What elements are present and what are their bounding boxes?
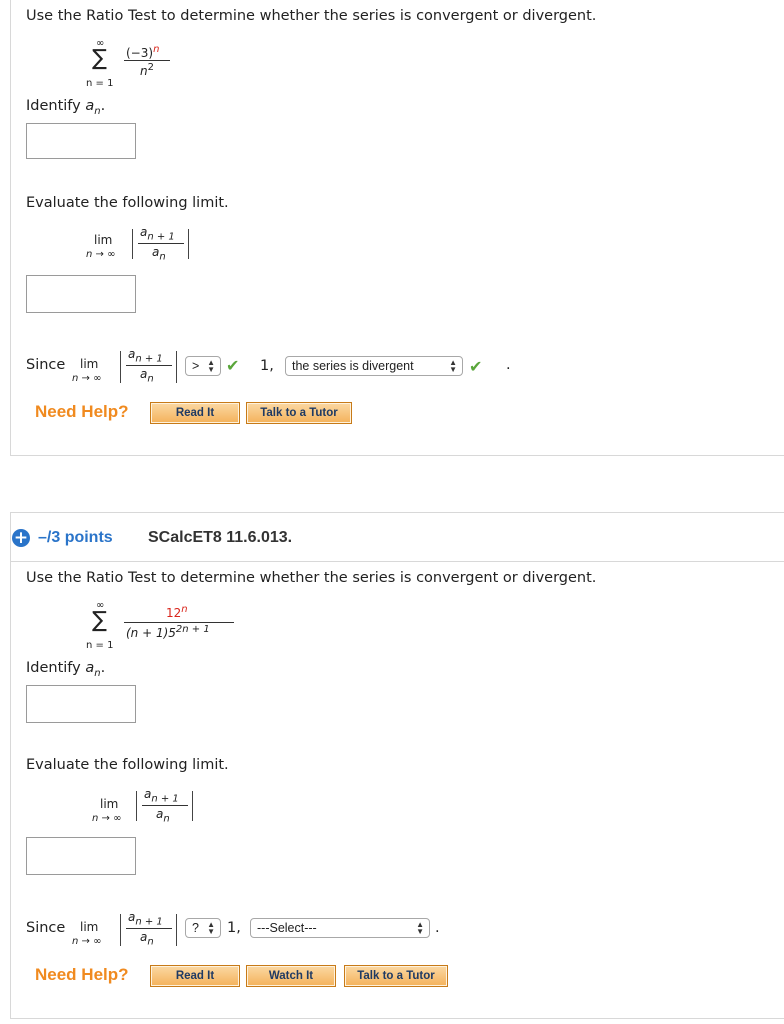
- q1-an-input[interactable]: [26, 123, 136, 159]
- q2-numerator-exp: n: [181, 604, 188, 615]
- q1-abs-bar-right: [188, 229, 189, 259]
- q1-identify-period: .: [100, 98, 106, 114]
- q1-since-num-a: a: [128, 347, 136, 361]
- q1-since-limit: [72, 345, 182, 389]
- q2-limit-numerator: [144, 787, 179, 804]
- updown-arrows-icon: ▲ ▼: [207, 358, 215, 374]
- q2-threshold: 1,: [227, 920, 241, 936]
- q2-question-id: SCalcET8 11.6.013.: [148, 529, 293, 546]
- q2-n-to-inf: n → ∞: [92, 813, 122, 824]
- q2-need-help: Need Help?: [35, 965, 129, 984]
- q2-identify-label: [26, 660, 105, 679]
- q1-since-n-to-inf: n → ∞: [72, 373, 102, 384]
- q1-threshold: 1,: [260, 358, 274, 374]
- q2-since-label: Since: [26, 920, 66, 936]
- q2-since-denominator: [140, 930, 154, 947]
- q2-since-den-a: a: [140, 930, 148, 944]
- q1-identify-text: Identify: [26, 98, 81, 114]
- q2-lim-num-a: a: [144, 787, 152, 801]
- q1-since-bar-left: [120, 351, 121, 383]
- q1-limit-input[interactable]: [26, 275, 136, 313]
- q2-top-divider: [10, 512, 784, 513]
- q1-limit-expression: [86, 225, 206, 265]
- q1-identify-var: a: [85, 98, 95, 114]
- q2-since-den-sub: n: [147, 936, 154, 948]
- q1-denominator: [140, 62, 154, 78]
- q2-denominator-base: (n + 1)5: [126, 626, 176, 640]
- q2-conclusion-select[interactable]: [250, 918, 430, 938]
- q1-since-denominator: [140, 367, 154, 384]
- q2-since-bar-right: [176, 914, 177, 946]
- q2-comparison-value: ?: [192, 921, 199, 935]
- q1-since-label: Since: [26, 357, 66, 373]
- q2-since-num-sub: n + 1: [135, 916, 163, 928]
- q1-sum-upper: ∞: [96, 38, 105, 49]
- q2-identify-period: .: [100, 660, 106, 676]
- q2-abs-bar-right: [192, 791, 193, 821]
- q2-limit-frac-bar: [142, 805, 188, 806]
- q2-limit-denominator: [156, 807, 170, 824]
- q2-lim-text: lim: [100, 797, 119, 811]
- q2-fraction-bar: [124, 622, 234, 623]
- q2-conclusion-value: ---Select---: [257, 921, 317, 935]
- q2-since-limit: [72, 908, 182, 952]
- q2-instruction: Use the Ratio Test to determine whether the series is convergent or divergent.: [26, 570, 597, 586]
- q1-numerator-base: (−3): [126, 46, 154, 60]
- q1-conclusion-select[interactable]: [285, 356, 463, 376]
- q1-fraction-bar: [124, 60, 170, 61]
- updown-arrows-icon: ▲ ▼: [207, 920, 215, 936]
- check-icon: ✔: [226, 356, 240, 375]
- q2-since-num-a: a: [128, 910, 136, 924]
- q1-limit-denominator: [152, 245, 166, 262]
- q2-limit-expression: [90, 787, 210, 827]
- q1-since-den-sub: n: [147, 373, 154, 385]
- q1-identify-label: [26, 98, 105, 117]
- q2-read-it-button[interactable]: Read It: [150, 965, 240, 987]
- q1-lim-den-a: a: [152, 245, 160, 259]
- sigma-symbol: ∑: [92, 46, 107, 71]
- q2-watch-it-button[interactable]: Watch It: [246, 965, 336, 987]
- q2-since-n-to-inf: n → ∞: [72, 936, 102, 947]
- q1-comparison-value: >: [192, 359, 200, 373]
- q1-denominator-base: n: [140, 64, 148, 78]
- q1-abs-bar-left: [132, 229, 133, 259]
- q1-denominator-exp: 2: [147, 62, 154, 73]
- q2-talk-to-tutor-button[interactable]: Talk to a Tutor: [344, 965, 448, 987]
- q1-identify-sub: n: [94, 105, 101, 117]
- q1-since-num-sub: n + 1: [135, 353, 163, 365]
- q1-n-to-inf: n → ∞: [86, 249, 116, 260]
- q1-evaluate-label: Evaluate the following limit.: [26, 195, 229, 211]
- q1-instruction: Use the Ratio Test to determine whether the series is convergent or divergent.: [26, 8, 597, 24]
- q2-limit-input[interactable]: [26, 837, 136, 875]
- q1-since-lim: lim: [80, 357, 99, 371]
- q2-header-divider: [10, 561, 784, 562]
- check-icon: ✔: [469, 357, 483, 376]
- q1-numerator: [126, 44, 159, 60]
- q1-bottom-divider: [10, 455, 784, 456]
- q2-since-bar-left: [120, 914, 121, 946]
- sigma-symbol: ∑: [92, 608, 107, 633]
- q2-denominator: [126, 624, 210, 640]
- q1-comparison-select[interactable]: [185, 356, 221, 376]
- q2-numerator-base: 12: [166, 606, 182, 620]
- q2-evaluate-label: Evaluate the following limit.: [26, 757, 229, 773]
- q2-identify-sub: n: [94, 667, 101, 679]
- q2-since-numerator: [128, 910, 163, 927]
- plus-circle-icon[interactable]: +: [13, 527, 29, 548]
- q1-lim-num-sub: n + 1: [147, 231, 175, 243]
- q2-an-input[interactable]: [26, 685, 136, 723]
- q1-since-bar-right: [176, 351, 177, 383]
- q2-comparison-select[interactable]: [185, 918, 221, 938]
- updown-arrows-icon: ▲ ▼: [416, 920, 424, 936]
- q2-end-period: .: [435, 920, 440, 936]
- q1-lim-num-a: a: [140, 225, 148, 239]
- q2-denominator-exp: 2n + 1: [175, 624, 210, 635]
- q2-identify-text: Identify: [26, 660, 81, 676]
- q1-limit-frac-bar: [138, 243, 184, 244]
- q2-lim-num-sub: n + 1: [151, 793, 179, 805]
- q2-identify-var: a: [85, 660, 95, 676]
- q1-read-it-button[interactable]: Read It: [150, 402, 240, 424]
- q1-since-numerator: [128, 347, 163, 364]
- q2-series: [86, 600, 246, 660]
- q1-sum-lower: n = 1: [86, 78, 114, 89]
- q1-numerator-exp: n: [153, 44, 160, 55]
- q2-sum-lower: n = 1: [86, 640, 114, 651]
- q2-abs-bar-left: [136, 791, 137, 821]
- q1-need-help: Need Help?: [35, 402, 129, 421]
- q2-bottom-divider: [10, 1018, 784, 1019]
- q2-since-frac-bar: [126, 928, 172, 929]
- q2-lim-den-sub: n: [163, 813, 170, 825]
- q2-points: –/3 points: [38, 529, 113, 546]
- q2-numerator: [166, 604, 188, 620]
- q1-conclusion-value: the series is divergent: [292, 359, 414, 373]
- q2-sum-upper: ∞: [96, 600, 105, 611]
- q1-limit-numerator: [140, 225, 175, 242]
- q1-since-den-a: a: [140, 367, 148, 381]
- q2-panel-left-border: [10, 512, 11, 1019]
- q2-lim-den-a: a: [156, 807, 164, 821]
- q1-end-period: .: [506, 357, 511, 373]
- q1-lim-text: lim: [94, 233, 113, 247]
- q2-since-lim: lim: [80, 920, 99, 934]
- q1-lim-den-sub: n: [159, 251, 166, 263]
- q1-talk-to-tutor-button[interactable]: Talk to a Tutor: [246, 402, 352, 424]
- q1-since-frac-bar: [126, 365, 172, 366]
- updown-arrows-icon: ▲ ▼: [449, 358, 457, 374]
- q1-panel-left-border: [10, 0, 11, 455]
